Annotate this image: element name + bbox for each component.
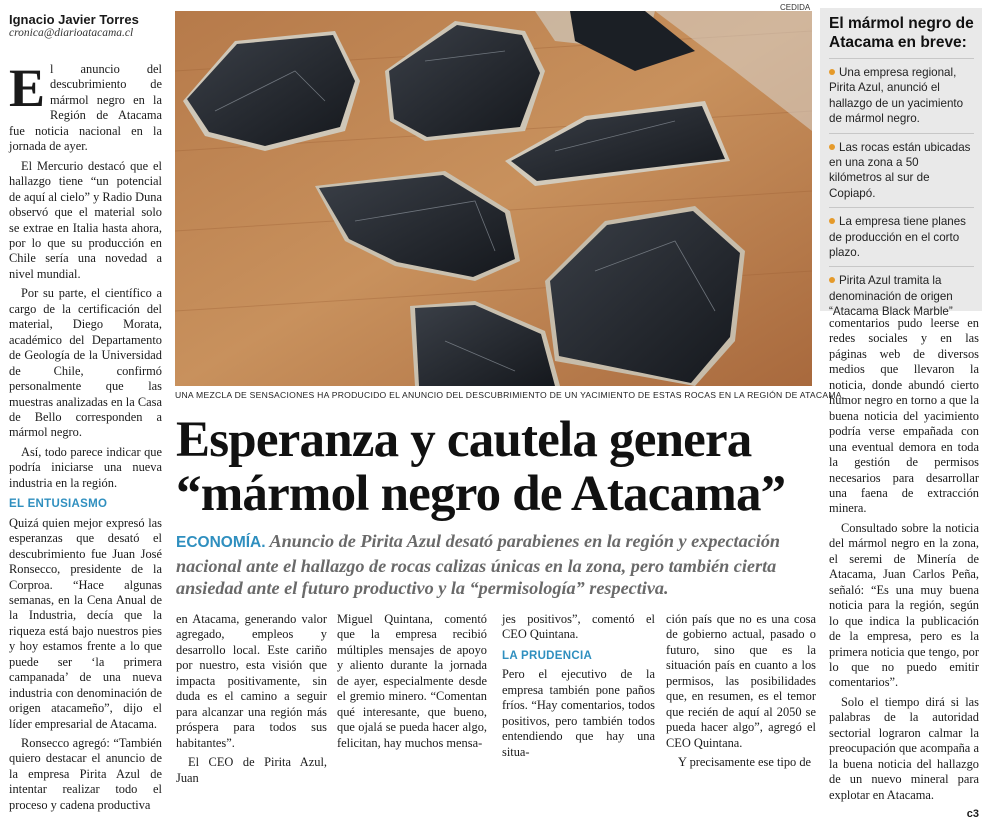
marble-rocks-image <box>175 11 812 386</box>
end-mark: ᴄ3 <box>966 808 979 821</box>
sidebar-item: La empresa tiene planes de producción en el corto plazo. <box>829 215 966 260</box>
paragraph: El CEO de Pirita Azul, Juan <box>176 755 327 785</box>
sidebar-item: Pirita Azul tramita la denominación de origen “Atacama Black Marble” <box>829 274 953 319</box>
headline <box>176 413 816 521</box>
paragraph: Por su parte, el científico a cargo de la certificación del material, Diego Morata, académico del Departamento de Geología de la Universidad de Chile, confirmó personalmente que las muestras analizadas en la Casa de Bello corresponden a mármol negro. <box>9 286 162 440</box>
deck-text: Anuncio de Pirita Azul desató parabienes en la región y expectación nacional ante el hallazgo de rocas calizas únicas en la zona, pero también cierta ansiedad ante el futuro productivo y la “permisología” respectiva. <box>176 531 781 598</box>
photo-credit: CEDIDA <box>780 3 811 12</box>
divider <box>829 207 974 208</box>
headline-line-1: Esperanza y cautela genera <box>176 412 752 468</box>
paragraph: Miguel Quintana, comentó que la empresa recibió múltiples mensajes de apoyo y aliento durante la jornada de ayer, especialmente desde el gremio minero. “Comentan qué interesante, que bueno, que ojalá se pueda hacer algo, felicitan, hay muchos mensa- <box>337 612 487 750</box>
article-column-3 <box>337 612 487 755</box>
divider <box>829 266 974 267</box>
bullet-icon <box>829 277 835 283</box>
article-column-1 <box>9 58 162 817</box>
paragraph: Solo el tiempo dirá si las palabras de la autoridad sectorial lograron calmar la preocupación que acompaña a la buena noticia del hallazgo de un nuevo mineral para explotar en Atacama. <box>829 694 979 802</box>
paragraph: Quizá quien mejor expresó las esperanzas que desató el descubrimiento fue Juan José Ronsecco, presidente de la Corproa. “Hace algunas semanas, en la Cena Anual de la Industria, decía que la riqueza está bajo nuestros pies y hoy estamos frente a lo que puede ser ‘la primera campanada’ de una nueva industria con denominación de origen atacameño”, dijo el líder empresarial de Atacama. <box>9 515 162 731</box>
deck <box>176 530 816 600</box>
bullet-icon <box>829 69 835 75</box>
paragraph: l anuncio del descubrimiento de mármol negro en la Región de Atacama fue noticia nacional en la jornada de ayer. <box>9 62 162 154</box>
drop-cap: E <box>9 58 46 118</box>
divider <box>829 58 974 59</box>
sidebar-item: Una empresa regional, Pirita Azul, anunció el hallazgo de un yacimiento de mármol negro. <box>829 66 964 126</box>
bullet-icon <box>829 144 835 150</box>
paragraph: El Mercurio destacó que el hallazgo tiene “un potencial de aquí al cielo” y Radio Duna observó que el material solo se extrae en Italia hasta ahora, por lo que su producción en Chile sería una novedad a nivel mundial. <box>9 158 162 281</box>
sidebar-box <box>820 8 982 319</box>
paragraph: Así, todo parece indicar que podría iniciarse una nueva industria en la región. <box>9 444 162 490</box>
paragraph: en Atacama, generando valor agregado, empleos y desarrollo local. Este cariño por nuestro, esta visión que impacta positivamente, sin duda es el camino a seguir para alcanzar una región más próspera para todos sus habitantes”. <box>176 612 327 750</box>
author-name: Ignacio Javier Torres <box>9 12 139 27</box>
section-label: ECONOMÍA. <box>176 534 266 551</box>
headline-line-2: “mármol negro de Atacama” <box>176 466 786 522</box>
article-column-6 <box>829 316 979 823</box>
marble-photo <box>175 11 812 386</box>
sidebar-title: El mármol negro de Atacama en breve: <box>829 15 974 51</box>
paragraph: Y precisamente ese tipo de <box>678 755 812 770</box>
paragraph: Consultado sobre la noticia del mármol negro en la zona, el seremi de Minería de Atacama, Juan Carlos Peña, señaló: “Es una muy buena noticia para la región, según lo que indica la publicación de la empresa, pero es la primera noticia que tengo, por lo que no puedo emitir comentarios”. <box>829 520 979 690</box>
paragraph: Ronsecco agregó: “También quiero destacar el anuncio de la empresa Pirita Azul de intentar realizar todo el proceso y cadena productiva <box>9 736 162 812</box>
sidebar-item: Las rocas están ubicadas en una zona a 50 kilómetros al sur de Copiapó. <box>829 140 971 200</box>
paragraph: Pero el ejecutivo de la empresa también pone paños fríos. “Hay comentarios, todos positivos, pero también todos entendiendo que hay una situa- <box>502 667 655 759</box>
divider <box>829 133 974 134</box>
paragraph: ción país que no es una cosa de gobierno actual, pasado o futuro, sino que es la situación país en cuanto a los permisos, las posibilidades que, en resumen, es el temor que recién de aquí al 2050 se pueda hacer algo”, agregó el CEO Quintana. <box>666 612 816 750</box>
photo-caption: UNA MEZCLA DE SENSACIONES HA PRODUCIDO EL ANUNCIO DEL DESCUBRIMIENTO DE UN YACIMIENTO DE ESTAS ROCAS EN LA REGIÓN DE ATACAMA. <box>175 390 845 400</box>
author-email: cronica@diarioatacama.cl <box>9 27 134 39</box>
paragraph: comentarios pudo leerse en redes sociales y en las páginas web de diversos medios que llevaron la noticia, donde abundó cierto humor negro en torno a que la buena noticia del yacimiento podría verse empañada con una eventual demora en toda la gestión de permisos necesarios para desarrollar una faena de extracción minera. <box>829 316 979 516</box>
byline <box>9 12 169 39</box>
subhead-prudencia: LA PRUDENCIA <box>502 649 593 662</box>
subhead-entusiasmo: EL ENTUSIASMO <box>9 498 108 511</box>
bullet-icon <box>829 218 835 224</box>
article-column-4 <box>502 612 655 764</box>
article-column-2 <box>176 612 327 790</box>
article-column-5 <box>666 612 816 775</box>
paragraph: jes positivos”, comentó el CEO Quintana. <box>502 612 655 642</box>
